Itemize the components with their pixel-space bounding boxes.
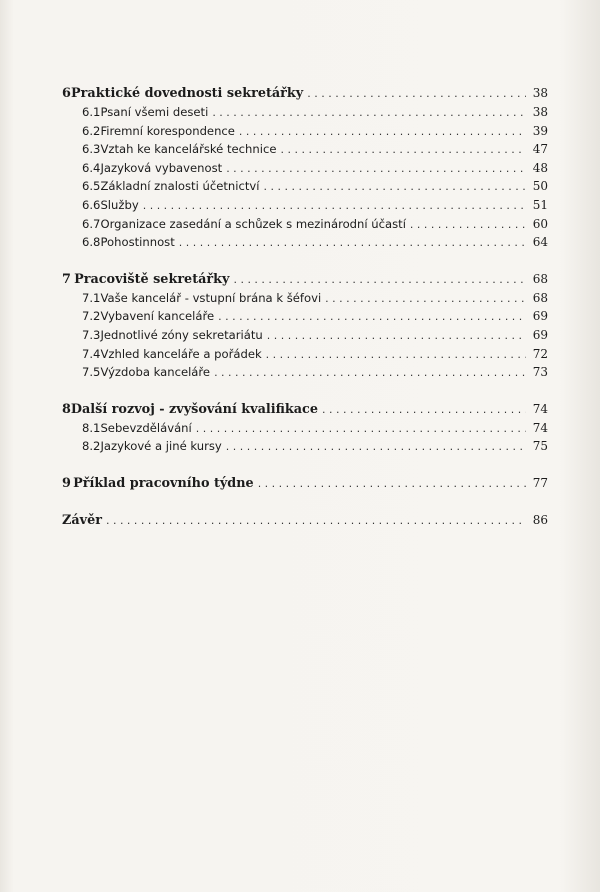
page-number: 38: [532, 86, 548, 100]
dot-leader: [322, 403, 526, 416]
section-number: 7.2: [82, 309, 101, 324]
section-title: Vztah ke kancelářské technice: [100, 142, 277, 157]
section-number: 7.4: [82, 346, 101, 361]
page-number: 69: [532, 309, 548, 324]
dot-leader: [325, 292, 526, 305]
dot-leader: [267, 329, 526, 342]
dot-leader: [410, 218, 526, 231]
toc-entry: [62, 161, 548, 180]
page-number: 68: [532, 271, 548, 286]
dot-leader: [226, 162, 526, 175]
toc-chapter-heading: [62, 476, 548, 495]
toc-entry: [62, 365, 548, 384]
table-of-contents: [62, 86, 548, 550]
section-number: 7.5: [82, 365, 101, 380]
page-number: 74: [532, 420, 548, 435]
section-title: Pohostinnost: [100, 235, 175, 250]
dot-leader: [214, 366, 526, 379]
toc-chapter-heading: [62, 272, 548, 291]
page-number: 39: [532, 123, 548, 138]
page-number: 51: [532, 197, 548, 212]
section-number: 6.5: [82, 179, 101, 194]
toc-entry: [62, 217, 548, 236]
section-title: Sebevzdělávání: [100, 420, 192, 435]
conclusion-title: Závěr: [62, 512, 102, 528]
page-number: 68: [532, 290, 548, 305]
chapter-title: Praktické dovednosti sekretářky: [71, 86, 304, 101]
dot-leader: [263, 180, 526, 193]
section-title: Vybavení kanceláře: [100, 309, 215, 324]
section-title: Základní znalosti účetnictví: [100, 179, 260, 194]
chapter-number: 8: [62, 401, 71, 417]
page-number: 86: [532, 512, 548, 527]
page-number: 77: [532, 475, 548, 490]
dot-leader: [307, 87, 526, 100]
toc-entry: [62, 439, 548, 458]
toc-chapter-heading: [62, 402, 548, 421]
section-title: Organizace zasedání a schůzek s mezinárodní účastí: [100, 216, 406, 231]
page-number: 38: [532, 105, 548, 119]
toc-chapter: [62, 402, 548, 458]
section-title: Firemní korespondence: [100, 123, 235, 138]
section-number: 6.7: [82, 216, 101, 231]
section-title: Výzdoba kanceláře: [100, 365, 211, 380]
page-number: 64: [532, 235, 548, 250]
chapter-number: 6: [62, 86, 71, 101]
dot-leader: [196, 422, 526, 435]
chapter-title: Příklad pracovního týdne: [73, 475, 254, 491]
toc-entry: [62, 421, 548, 440]
toc-entry: [62, 105, 548, 124]
section-title: Jednotlivé zóny sekretariátu: [100, 327, 263, 342]
dot-leader: [143, 199, 526, 212]
toc-entry: [62, 291, 548, 310]
toc-entry: [62, 347, 548, 366]
section-number: 6.3: [82, 142, 101, 157]
section-number: 7.3: [82, 327, 101, 342]
toc-chapter: [62, 476, 548, 495]
page-number: 69: [532, 327, 548, 342]
dot-leader: [280, 143, 526, 156]
section-number: 6.8: [82, 235, 101, 250]
section-title: Vzhled kanceláře a pořádek: [100, 346, 262, 361]
toc-entry: [62, 142, 548, 161]
chapter-number: 7: [62, 271, 71, 287]
dot-leader: [239, 125, 526, 138]
toc-chapter-heading: [62, 86, 548, 105]
section-title: Vaše kancelář - vstupní brána k šéfovi: [100, 290, 322, 305]
toc-entry: [62, 124, 548, 143]
dot-leader: [233, 273, 526, 286]
dot-leader: [218, 310, 526, 323]
dot-leader: [212, 106, 526, 119]
chapter-title: Další rozvoj - zvyšování kvalifikace: [70, 401, 318, 417]
page-number: 75: [532, 439, 548, 454]
section-title: Jazyková vybavenost: [100, 160, 223, 175]
section-number: 6.6: [82, 197, 101, 212]
chapter-number: 9: [62, 475, 71, 491]
page-number: 60: [532, 216, 548, 231]
dot-leader: [106, 514, 526, 527]
dot-leader: [266, 348, 526, 361]
dot-leader: [226, 440, 526, 453]
section-title: Služby: [100, 197, 139, 212]
section-number: 6.1: [82, 105, 101, 119]
section-number: 7.1: [82, 290, 101, 305]
section-number: 6.2: [82, 123, 101, 138]
toc-entry: [62, 198, 548, 217]
section-title: Jazykové a jiné kursy: [100, 439, 222, 454]
section-number: 8.2: [82, 439, 101, 454]
page-number: 50: [532, 179, 548, 194]
section-number: 6.4: [82, 160, 101, 175]
page-number: 74: [532, 401, 548, 416]
toc-chapter: [62, 272, 548, 384]
chapter-title: Pracoviště sekretářky: [74, 271, 230, 287]
toc-chapter: [62, 86, 548, 254]
toc-entry: [62, 328, 548, 347]
toc-entry: [62, 309, 548, 328]
page-number: 73: [532, 365, 548, 380]
dot-leader: [258, 477, 526, 490]
section-number: 8.1: [82, 420, 101, 435]
toc-conclusion-heading: [62, 513, 548, 532]
page-number: 48: [532, 160, 548, 175]
toc-conclusion: [62, 513, 548, 532]
toc-entry: [62, 235, 548, 254]
toc-entry: [62, 179, 548, 198]
page-number: 47: [532, 142, 548, 157]
section-title: Psaní všemi deseti: [100, 105, 209, 119]
page-number: 72: [532, 346, 548, 361]
dot-leader: [179, 236, 526, 249]
